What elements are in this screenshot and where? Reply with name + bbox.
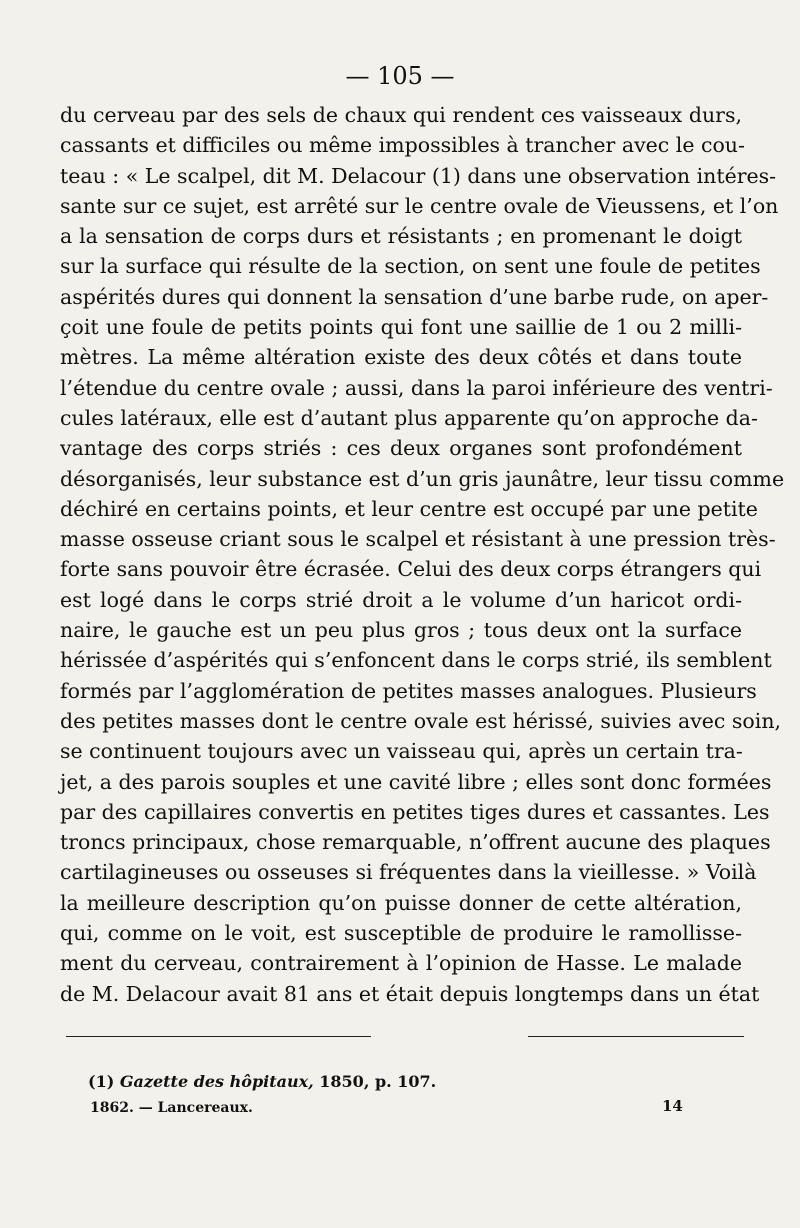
text-line: aspérités dures qui donnent la sensation d’une barbe rude, on aper- bbox=[60, 284, 769, 309]
text-line: cartilagineuses ou osseuses si fréquentes dans la vieillesse. » Voilà bbox=[60, 860, 757, 885]
text-line: cules latéraux, elle est d’autant plus apparente qu’on approche da- bbox=[60, 405, 758, 430]
footnote-details: 1850, p. 107. bbox=[319, 1072, 437, 1091]
text-line: masse osseuse criant sous le scalpel et résistant à une pression très- bbox=[60, 527, 776, 552]
text-line: est logé dans le corps strié droit a le volume d’un haricot ordi- bbox=[60, 587, 742, 612]
footnote bbox=[88, 1072, 436, 1091]
text-line: cassants et difficiles ou même impossibles à trancher avec le cou- bbox=[60, 133, 745, 158]
text-line: l’étendue du centre ovale ; aussi, dans la paroi inférieure des ventri- bbox=[60, 375, 773, 400]
footnote-rule-left bbox=[66, 1036, 371, 1037]
text-line: se continuent toujours avec un vaisseau qui, après un certain tra- bbox=[60, 739, 743, 764]
text-line: çoit une foule de petits points qui font une saillie de 1 ou 2 milli- bbox=[60, 315, 742, 340]
signature-mark: 1862. — Lancereaux. bbox=[90, 1100, 253, 1116]
text-line: du cerveau par des sels de chaux qui rendent ces vaisseaux durs, bbox=[60, 103, 742, 127]
footnote-rule-right bbox=[528, 1036, 744, 1037]
footnote-source: Gazette des hôpitaux, bbox=[119, 1072, 314, 1091]
text-line: de M. Delacour avait 81 ans et était depuis longtemps dans un état bbox=[60, 981, 760, 1006]
text-line: forte sans pouvoir être écrasée. Celui des deux corps étrangers qui bbox=[60, 557, 762, 582]
text-line: la meilleure description qu’on puisse donner de cette altération, bbox=[60, 890, 742, 915]
text-line: vantage des corps striés : ces deux organes sont profondément bbox=[60, 436, 742, 461]
body-text bbox=[60, 100, 785, 1009]
text-line: ment du cerveau, contrairement à l’opinion de Hasse. Le malade bbox=[60, 951, 742, 976]
text-line: naire, le gauche est un peu plus gros ; tous deux ont la surface bbox=[60, 618, 742, 643]
text-line: jet, a des parois souples et une cavité libre ; elles sont donc formées bbox=[60, 769, 772, 794]
text-line: mètres. La même altération existe des deux côtés et dans toute bbox=[60, 345, 742, 370]
page-number: — 105 — bbox=[345, 62, 455, 90]
text-line: par des capillaires convertis en petites tiges dures et cassantes. Les bbox=[60, 799, 770, 824]
text-line: formés par l’agglomération de petites masses analogues. Plusieurs bbox=[60, 678, 757, 703]
signature-number: 14 bbox=[662, 1097, 683, 1115]
text-line: a la sensation de corps durs et résistants ; en promenant le doigt bbox=[60, 224, 742, 249]
text-line: hérissée d’aspérités qui s’enfoncent dans le corps strié, ils semblent bbox=[60, 648, 772, 673]
text-line: sur la surface qui résulte de la section, on sent une foule de petites bbox=[60, 254, 761, 279]
text-line: désorganisés, leur substance est d’un gris jaunâtre, leur tissu comme bbox=[60, 466, 785, 491]
text-line: des petites masses dont le centre ovale est hérissé, suivies avec soin, bbox=[60, 708, 782, 733]
text-line: sante sur ce sujet, est arrêté sur le centre ovale de Vieussens, et l’on bbox=[60, 193, 779, 218]
footnote-marker: (1) bbox=[88, 1072, 115, 1091]
text-line: déchiré en certains points, et leur centre est occupé par une petite bbox=[60, 496, 758, 521]
text-line: troncs principaux, chose remarquable, n’offrent aucune des plaques bbox=[60, 830, 771, 855]
text-line: teau : « Le scalpel, dit M. Delacour (1) dans une observation intéres- bbox=[60, 163, 777, 188]
text-line: qui, comme on le voit, est susceptible de produire le ramollisse- bbox=[60, 921, 742, 946]
